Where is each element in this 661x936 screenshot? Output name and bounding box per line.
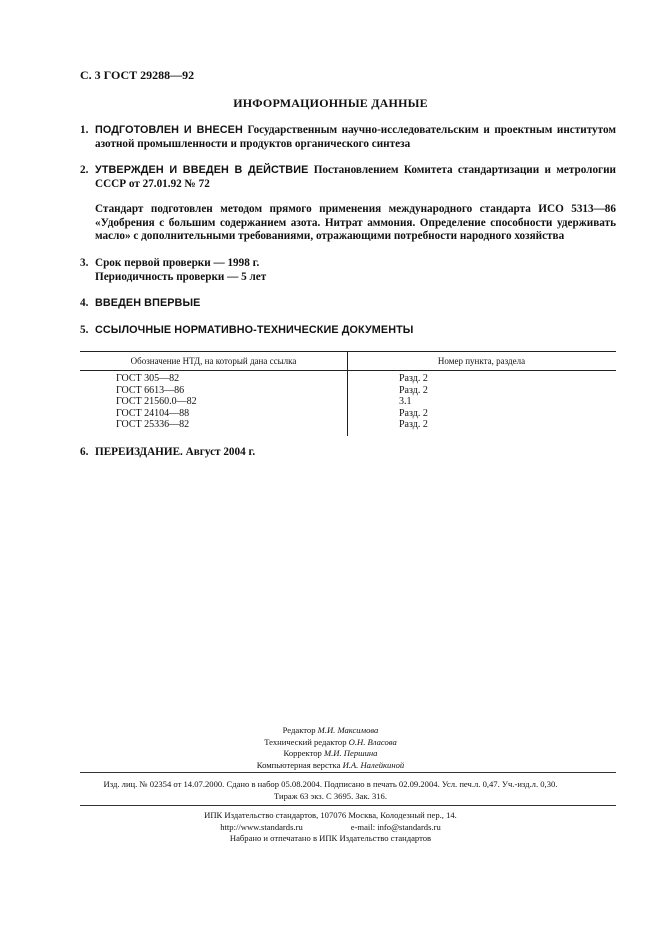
table-cell-document: ГОСТ 21560.0—82: [116, 396, 197, 407]
table-cell-document: ГОСТ 25336—82: [116, 419, 190, 430]
page-title: ИНФОРМАЦИОННЫЕ ДАННЫЕ: [233, 96, 428, 110]
credit-editor: [0, 725, 661, 737]
info-item-3: [80, 257, 616, 284]
credit-name: М.И. Максимова: [317, 725, 379, 735]
table-row: [80, 408, 616, 420]
column-header-section: Номер пункта, раздела: [437, 356, 526, 366]
page-header: С. 3 ГОСТ 29288—92: [80, 68, 195, 82]
credit-label: Компьютерная верстка: [256, 759, 341, 770]
table-row: [80, 419, 616, 431]
reference-table: [80, 351, 616, 431]
imprint-block: [0, 779, 661, 802]
credit-name: И.А. Налейкиной: [342, 759, 405, 770]
info-item-2: [80, 164, 616, 191]
column-header-document: Обозначение НТД, на который дана ссылка: [130, 356, 297, 366]
item-text: Государственным научно-исследовательским и проектным институтом азотной промышленности и продуктов органического синтеза: [95, 124, 616, 150]
table-cell-section: Разд. 2: [399, 384, 428, 396]
table-cell-section: Разд. 2: [399, 373, 428, 384]
table-cell-document: ГОСТ 305—82: [116, 373, 180, 384]
imprint-line-2: Тираж 63 экз. С 3695. Зак. 316.: [273, 790, 387, 801]
info-item-5: [80, 324, 616, 338]
table-header: [80, 352, 616, 371]
item-lead: ССЫЛОЧНЫЕ НОРМАТИВНО-ТЕХНИЧЕСКИЕ ДОКУМЕНТЫ: [95, 324, 414, 336]
website-link[interactable]: http://www.standards.ru: [220, 821, 303, 832]
table-cell-document: ГОСТ 6613—86: [116, 384, 185, 396]
item-lead: ПЕРЕИЗДАНИЕ.: [95, 446, 183, 458]
credit-label: Редактор: [282, 725, 316, 735]
info-item-6: [80, 446, 616, 460]
info-item-4: [80, 297, 616, 311]
table-cell-section: Разд. 2: [399, 419, 428, 430]
credit-corrector: [0, 748, 661, 760]
item-number: 6.: [80, 446, 89, 458]
publisher-line-2: [0, 822, 661, 834]
table-cell-document: ГОСТ 24104—88: [116, 407, 190, 419]
item-lead: ВВЕДЕН ВПЕРВЫЕ: [95, 297, 201, 309]
info-item-1: [80, 124, 616, 151]
item-line-2: Периодичность проверки — 5 лет: [95, 270, 267, 283]
table-row: [80, 385, 616, 397]
item-number: 4.: [80, 297, 89, 309]
item-number: 1.: [80, 124, 89, 136]
credit-tech-editor: [0, 737, 661, 749]
divider-rule: [80, 772, 616, 773]
table-row: [80, 373, 616, 385]
email-link[interactable]: e-mail: info@standards.ru: [350, 821, 441, 832]
item-number: 3.: [80, 257, 89, 269]
credit-name: О.Н. Власова: [348, 736, 397, 747]
table-cell-section: 3.1: [399, 396, 412, 407]
table-cell-section: Разд. 2: [399, 407, 428, 419]
item-text: Постановлением Комитета стандартизации и метрологии СССР от 27.01.92 № 72: [95, 164, 617, 190]
table-row: [80, 396, 616, 408]
credits-block: [0, 725, 661, 771]
item-number: 5.: [80, 324, 89, 336]
imprint-line-1: Изд. лиц. № 02354 от 14.07.2000. Сдано в набор 05.08.2004. Подписано в печать 02.09.2004. Усл. печ.л. 0,47. Уч.-изд.л. 0,30.: [103, 779, 558, 789]
divider-rule: [80, 805, 616, 806]
item-lead: УТВЕРЖДЕН И ВВЕДЕН В ДЕЙСТВИЕ: [95, 164, 309, 176]
standard-paragraph: Стандарт подготовлен методом прямого применения международного стандарта ИСО 5313—86 «Удобрения с большим содержанием азота. Нитрат аммония. Определение способности удерживать масло» с дополнительными требованиями, отражающими потребности народного хозяйства: [95, 203, 616, 242]
credit-label: Технический редактор: [264, 736, 347, 747]
item-lead: ПОДГОТОВЛЕН И ВНЕСЕН: [95, 124, 243, 136]
credit-layout: [0, 760, 661, 772]
item-line-1: Срок первой проверки — 1998 г.: [95, 257, 260, 269]
credit-name: М.И. Першина: [323, 748, 378, 758]
item-text: Август 2004 г.: [182, 446, 256, 458]
item-number: 2.: [80, 164, 89, 176]
publisher-line-3: Набрано и отпечатано в ИПК Издательство стандартов: [229, 833, 432, 843]
publisher-line-1: ИПК Издательство стандартов, 107076 Москва, Колодезный пер., 14.: [204, 810, 457, 820]
publisher-block: [0, 810, 661, 845]
credit-label: Корректор: [283, 748, 322, 758]
